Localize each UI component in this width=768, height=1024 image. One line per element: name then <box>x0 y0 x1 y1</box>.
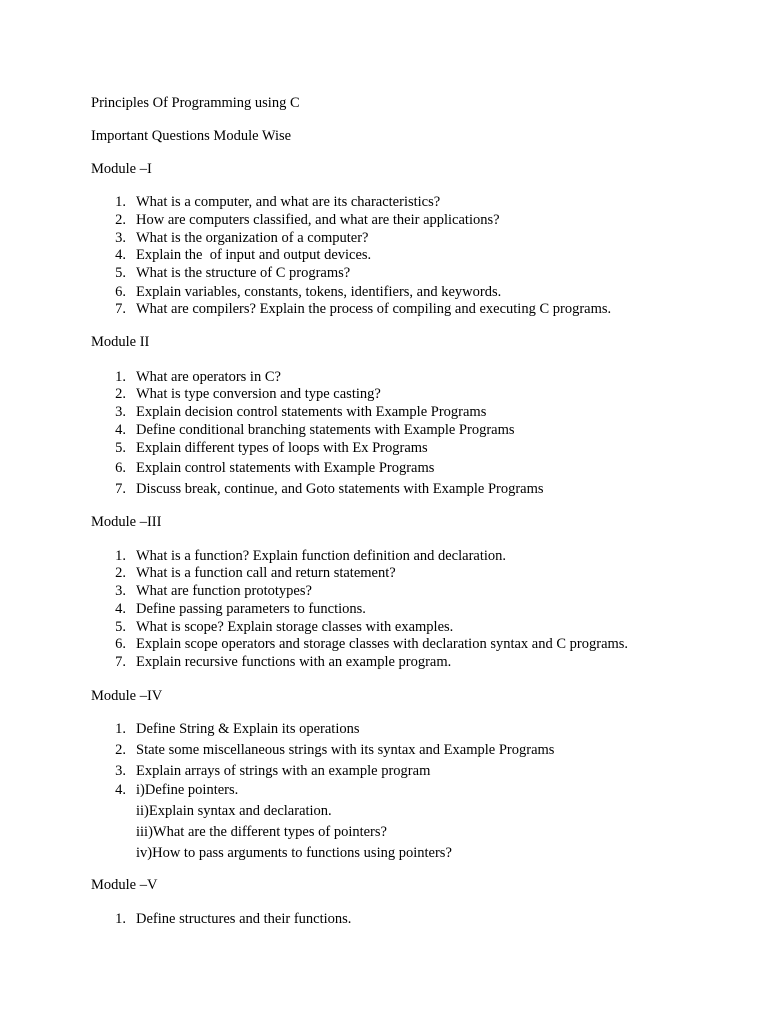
list-number: 1. <box>115 369 126 385</box>
list-number: 3. <box>115 583 126 599</box>
module-5-heading: Module –V <box>91 877 158 893</box>
list-number: 1. <box>115 194 126 210</box>
list-number: 3. <box>115 230 126 246</box>
list-number: 2. <box>115 212 126 228</box>
module-4-sub-question: iv)How to pass arguments to functions using pointers? <box>136 845 452 861</box>
module-1-heading: Module –I <box>91 161 152 177</box>
module-3-question: Explain recursive functions with an example program. <box>136 654 452 670</box>
list-number: 5. <box>115 265 126 281</box>
list-number: 5. <box>115 440 126 456</box>
module-4-question: Explain arrays of strings with an example program <box>136 763 431 779</box>
module-3-question: What are function prototypes? <box>136 583 312 599</box>
module-3-question: Explain scope operators and storage classes with declaration syntax and C programs. <box>136 636 629 652</box>
module-4-question: Define String & Explain its operations <box>136 721 360 737</box>
module-3-question: Define passing parameters to functions. <box>136 601 366 617</box>
module-3-question: What is scope? Explain storage classes with examples. <box>136 619 454 635</box>
list-number: 6. <box>115 284 126 300</box>
list-number: 2. <box>115 386 126 402</box>
list-number: 1. <box>115 548 126 564</box>
module-3-heading: Module –III <box>91 514 162 530</box>
list-number: 2. <box>115 565 126 581</box>
list-number: 1. <box>115 911 126 927</box>
module-4-question: i)Define pointers. <box>136 782 239 798</box>
module-5-question: Define structures and their functions. <box>136 911 352 927</box>
module-2-question: What are operators in C? <box>136 369 281 385</box>
list-number: 7. <box>115 654 126 670</box>
list-number: 5. <box>115 619 126 635</box>
module-2-question: Define conditional branching statements with Example Programs <box>136 422 515 438</box>
module-4-sub-question: iii)What are the different types of pointers? <box>136 824 387 840</box>
document-subtitle: Important Questions Module Wise <box>91 128 292 144</box>
module-1-question: What is the organization of a computer? <box>136 230 369 246</box>
list-number: 6. <box>115 460 126 476</box>
list-number: 1. <box>115 721 126 737</box>
list-number: 2. <box>115 742 126 758</box>
module-1-question: What is a computer, and what are its characteristics? <box>136 194 441 210</box>
module-1-question: How are computers classified, and what are their applications? <box>136 212 500 228</box>
list-number: 7. <box>115 301 126 317</box>
list-number: 4. <box>115 247 126 263</box>
module-4-heading: Module –IV <box>91 688 163 704</box>
module-2-question: Explain different types of loops with Ex Programs <box>136 440 428 456</box>
module-3-question: What is a function call and return statement? <box>136 565 396 581</box>
module-3-question: What is a function? Explain function definition and declaration. <box>136 548 507 564</box>
module-4-question: State some miscellaneous strings with its syntax and Example Programs <box>136 742 555 758</box>
module-1-question: What is the structure of C programs? <box>136 265 351 281</box>
module-2-question: What is type conversion and type casting? <box>136 386 381 402</box>
document-title: Principles Of Programming using C <box>91 95 300 111</box>
module-1-question: Explain the of input and output devices. <box>136 247 372 263</box>
module-2-question: Explain control statements with Example Programs <box>136 460 435 476</box>
module-2-question: Explain decision control statements with Example Programs <box>136 404 487 420</box>
module-1-question: Explain variables, constants, tokens, identifiers, and keywords. <box>136 284 502 300</box>
module-4-sub-question: ii)Explain syntax and declaration. <box>136 803 332 819</box>
list-number: 4. <box>115 782 126 798</box>
list-number: 6. <box>115 636 126 652</box>
list-number: 4. <box>115 601 126 617</box>
module-2-heading: Module II <box>91 334 150 350</box>
list-number: 3. <box>115 404 126 420</box>
list-number: 3. <box>115 763 126 779</box>
list-number: 4. <box>115 422 126 438</box>
module-2-question: Discuss break, continue, and Goto statements with Example Programs <box>136 481 544 497</box>
module-1-question: What are compilers? Explain the process of compiling and executing C programs. <box>136 301 612 317</box>
list-number: 7. <box>115 481 126 497</box>
